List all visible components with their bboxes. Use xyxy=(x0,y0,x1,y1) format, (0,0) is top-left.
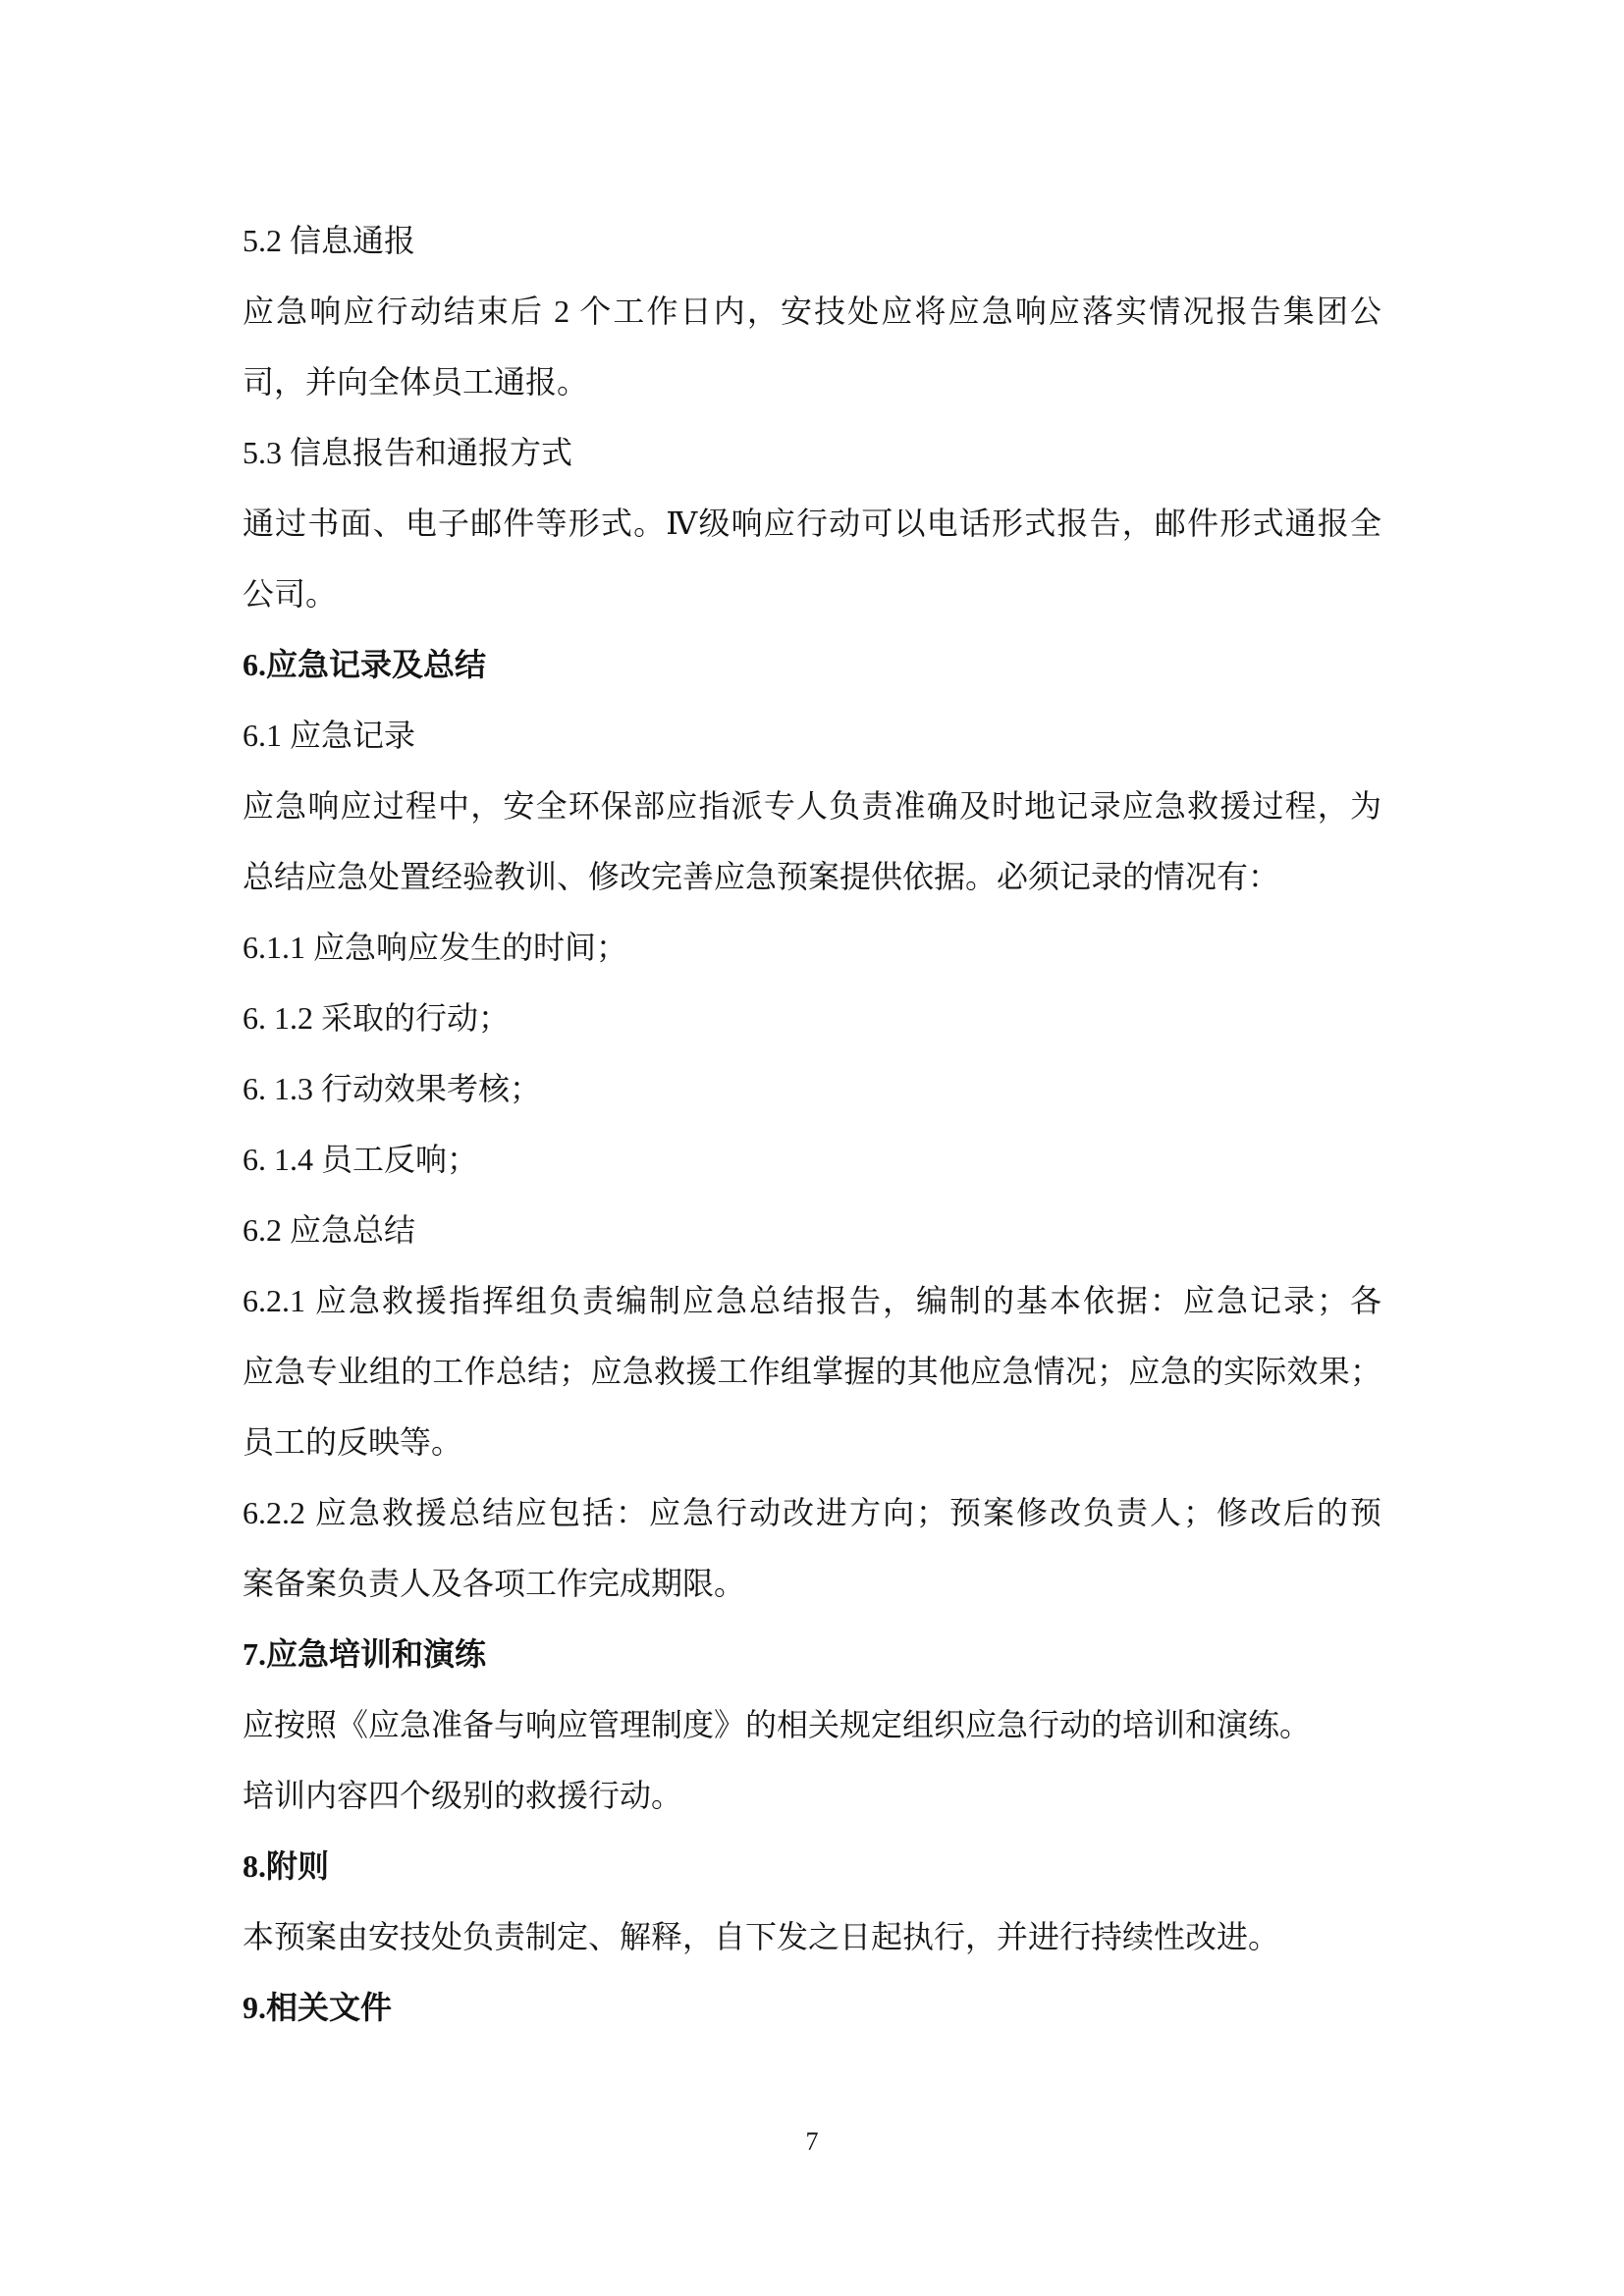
text-line: 应急响应行动结束后 2 个工作日内，安技处应将应急响应落实情况报告集团公 xyxy=(243,294,1381,329)
page-number: 7 xyxy=(805,2127,819,2156)
text-line: 案备案负责人及各项工作完成期限。 xyxy=(243,1566,746,1601)
document-body xyxy=(243,205,1381,2043)
text-line: 公司。 xyxy=(243,576,338,612)
text-line: 应按照《应急准备与响应管理制度》的相关规定组织应急行动的培训和演练。 xyxy=(243,1707,1312,1742)
text-line: 6. 1.3 行动效果考核； xyxy=(243,1071,542,1106)
text-line: 本预案由安技处负责制定、解释，自下发之日起执行，并进行持续性改进。 xyxy=(243,1919,1280,1954)
text-line: 5.2 信息通报 xyxy=(243,223,416,258)
text-line: 6. 1.2 采取的行动； xyxy=(243,1000,511,1036)
text-line: 6.2.1 应急救援指挥组负责编制应急总结报告，编制的基本依据：应急记录；各 xyxy=(243,1283,1381,1318)
text-line: 6.1.1 应急响应发生的时间； xyxy=(243,930,628,965)
text-line: 6.1 应急记录 xyxy=(243,718,416,753)
text-line: 6. 1.4 员工反响； xyxy=(243,1142,479,1177)
text-line: 总结应急处置经验教训、修改完善应急预案提供依据。必须记录的情况有： xyxy=(243,859,1280,894)
text-line: 5.3 信息报告和通报方式 xyxy=(243,435,573,470)
text-line: 6.2 应急总结 xyxy=(243,1212,416,1248)
text-line: 培训内容四个级别的救援行动。 xyxy=(243,1778,683,1813)
text-line: 应急专业组的工作总结；应急救援工作组掌握的其他应急情况；应急的实际效果； xyxy=(243,1354,1381,1389)
section-heading: 9.相关文件 xyxy=(243,1990,393,2025)
section-heading: 6.应急记录及总结 xyxy=(243,647,487,682)
text-line: 司，并向全体员工通报。 xyxy=(243,364,589,400)
text-line: 6.2.2 应急救援总结应包括：应急行动改进方向；预案修改负责人；修改后的预 xyxy=(243,1495,1381,1530)
section-heading: 8.附则 xyxy=(243,1848,330,1884)
text-line: 通过书面、电子邮件等形式。Ⅳ级响应行动可以电话形式报告，邮件形式通报全 xyxy=(243,506,1381,541)
section-heading: 7.应急培训和演练 xyxy=(243,1636,487,1672)
text-line: 应急响应过程中，安全环保部应指派专人负责准确及时地记录应急救援过程，为 xyxy=(243,788,1381,824)
text-line: 员工的反映等。 xyxy=(243,1424,463,1460)
